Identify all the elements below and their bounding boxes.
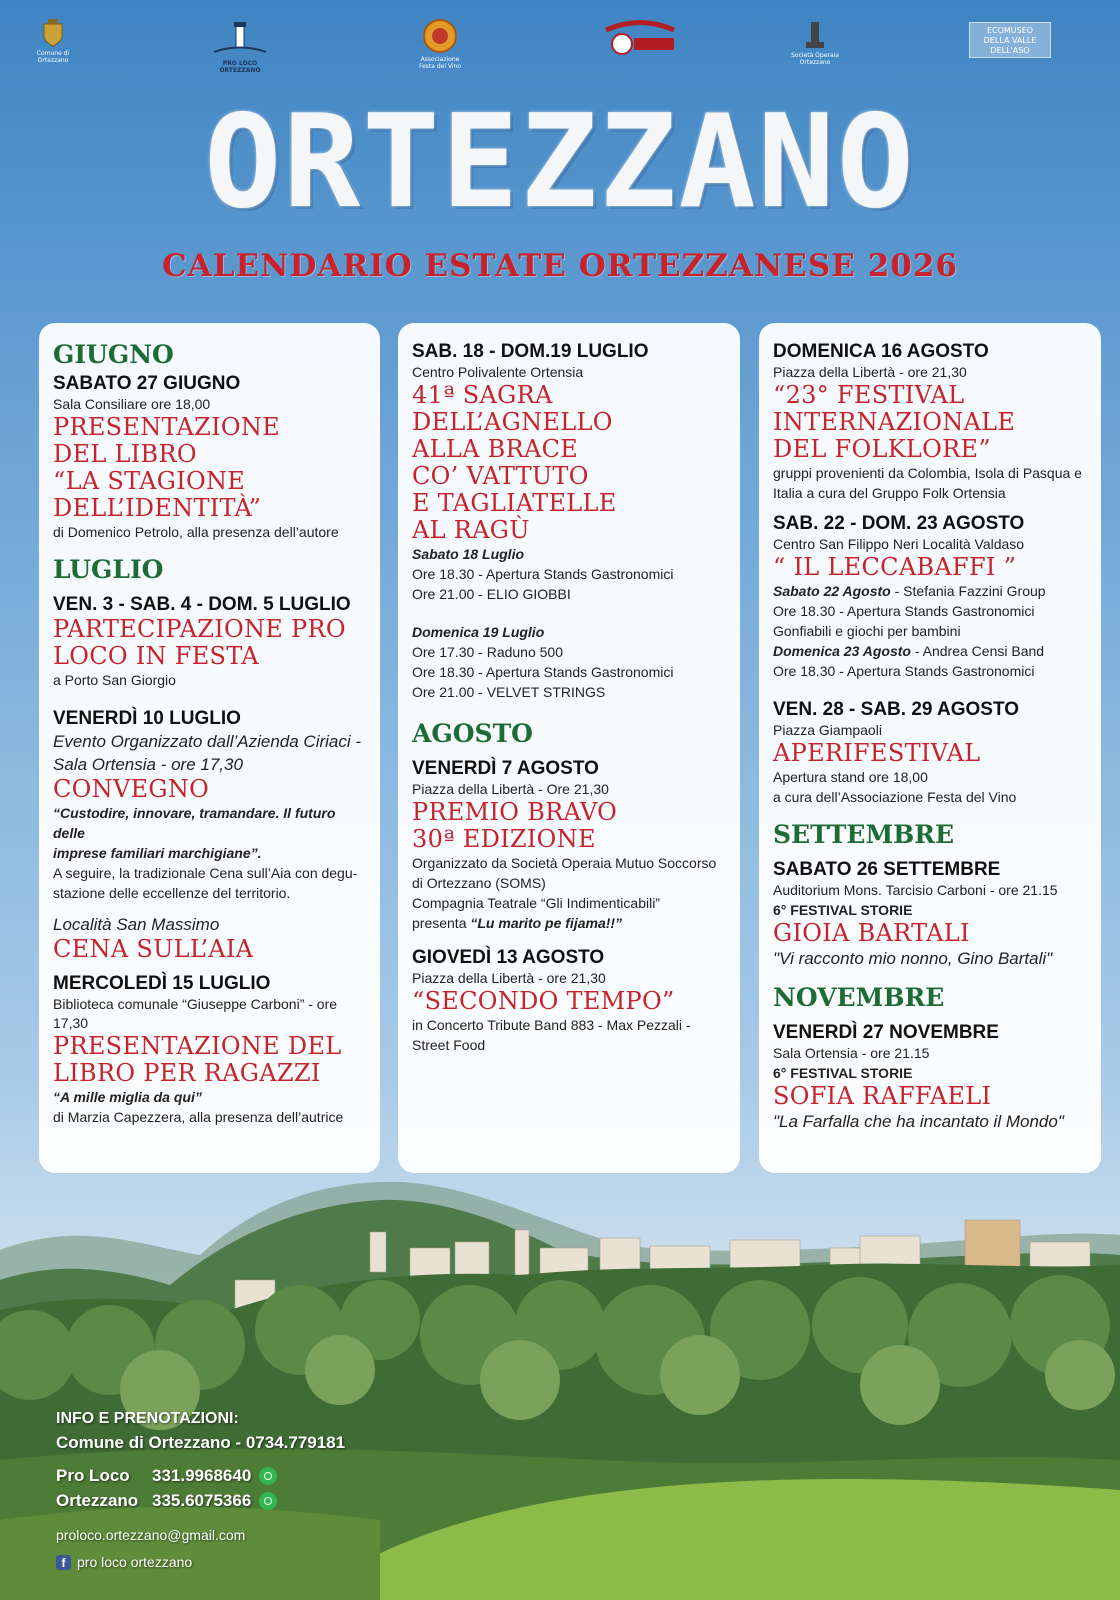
event-day-heading: Domenica 23 Agosto — [773, 643, 911, 659]
event-location: Evento Organizzato dall’Azienda Ciriaci - — [53, 732, 362, 751]
event-note: Street Food — [412, 1037, 486, 1053]
event-place: Località San Massimo — [53, 915, 220, 934]
event-quote: "Vi racconto mio nonno, Gino Bartali" — [773, 949, 1053, 968]
schedule-line: Ore 18.30 - Apertura Stands Gastronomici — [412, 664, 674, 680]
event-note: Compagnia Teatrale “Gli Indimenticabili” — [412, 895, 660, 911]
schedule-line — [773, 641, 1088, 661]
facebook-handle[interactable]: pro loco ortezzano — [77, 1554, 193, 1570]
ortezzano-contact[interactable] — [56, 1488, 345, 1513]
event-location: Piazza della Libertà - ore 21,30 — [412, 970, 606, 986]
month-heading-agosto: AGOSTO — [412, 719, 533, 748]
contact-label: Pro Loco — [56, 1466, 130, 1485]
event-date: VEN. 3 - SAB. 4 - DOM. 5 LUGLIO — [53, 594, 351, 615]
event-note: di Domenico Petrolo, alla presenza dell’autore — [53, 524, 339, 540]
contact-label: Ortezzano — [56, 1491, 139, 1510]
comune-ortezzano-logo — [8, 18, 98, 64]
event-location: Auditorium Mons. Tarcisio Carboni - ore 21.15 — [773, 882, 1058, 898]
event-date: VENERDÌ 10 LUGLIO — [53, 708, 241, 729]
schedule-line: Ore 21.00 - VELVET STRINGS — [412, 684, 606, 700]
event-date: GIOVEDÌ 13 AGOSTO — [412, 947, 605, 968]
event-note: in Concerto Tribute Band 883 - Max Pezzali - — [412, 1017, 691, 1033]
event-location: Centro Polivalente Ortensia — [412, 364, 584, 380]
event-location: Sala Ortensia - ore 21.15 — [773, 1045, 930, 1061]
performer: - Andrea Censi Band — [910, 643, 1045, 659]
event-note: di Ortezzano (SOMS) — [412, 875, 546, 891]
event-note: di Marzia Capezzera, alla presenza dell’autrice — [53, 1109, 344, 1125]
show-title: “Lu marito pe fijama!!” — [470, 915, 623, 931]
event-note: Organizzato da Società Operaia Mutuo Soccorso — [412, 855, 717, 871]
whatsapp-icon[interactable] — [259, 1492, 277, 1510]
event-date: SABATO 26 SETTEMBRE — [773, 859, 1001, 880]
societa-operaia-logo — [770, 18, 860, 66]
event-title-line: LOCO IN FESTA — [53, 642, 259, 670]
sponsor-logos — [0, 18, 1120, 88]
pro-loco-contact[interactable] — [56, 1463, 345, 1488]
event-title-line: E TAGLIATELLE — [412, 489, 617, 517]
event-note: a cura dell’Associazione Festa del Vino — [773, 789, 1017, 805]
event-location: Sala Ortensia - ore 17,30 — [53, 755, 243, 774]
schedule-line — [773, 581, 1088, 601]
email-link[interactable]: proloco.ortezzano@gmail.com — [56, 1527, 246, 1543]
event-day-heading: Domenica 19 Luglio — [412, 624, 545, 640]
event-date: SABATO 27 GIUGNO — [53, 373, 241, 394]
comune-phone[interactable]: Comune di Ortezzano - 0734.779181 — [56, 1433, 346, 1452]
event-title: “SECONDO TEMPO” — [412, 987, 675, 1015]
society-emblem-icon — [802, 18, 828, 50]
month-heading-luglio: LUGLIO — [53, 555, 164, 584]
performer: - Stefania Fazzini Group — [890, 583, 1046, 599]
event-date: VENERDÌ 27 NOVEMBRE — [773, 1022, 999, 1043]
ecomuseo-wordmark: ECOMUSEO DELLA VALLE DELL'ASO — [969, 22, 1051, 58]
event-note — [412, 913, 727, 933]
event-day-heading: Sabato 18 Luglio — [412, 546, 525, 562]
event-title-line: CO’ VATTUTO — [412, 462, 589, 490]
event-date: DOMENICA 16 AGOSTO — [773, 341, 989, 362]
event-title-line: PRESENTAZIONE DEL — [53, 1032, 342, 1060]
event-location: Biblioteca comunale “Giuseppe Carboni” - ore 17,30 — [53, 996, 338, 1031]
logo-caption: PRO LOCO ORTEZZANO — [219, 60, 261, 74]
event-quote: “Custodire, innovare, tramandare. Il futuro delle — [53, 805, 336, 841]
event-date: VEN. 28 - SAB. 29 AGOSTO — [773, 699, 1020, 720]
schedule-line: Ore 18.30 - Apertura Stands Gastronomici — [773, 663, 1035, 679]
event-quote: imprese familiari marchigiane”. — [53, 845, 262, 861]
event-note: A seguire, la tradizionale Cena sull’Aia con degu- — [53, 865, 358, 881]
gruppo-folklorico-logo — [590, 18, 690, 58]
event-title-line: PARTECIPAZIONE PRO — [53, 615, 346, 643]
event-note: gruppi provenienti da Colombia, Isola di Pasqua e — [773, 465, 1082, 481]
lighthouse-icon — [210, 18, 270, 58]
event-note: a Porto San Giorgio — [53, 672, 176, 688]
event-title-line: PREMIO BRAVO — [412, 798, 618, 826]
whatsapp-icon[interactable] — [259, 1467, 277, 1485]
event-title-line: DELL’AGNELLO — [412, 408, 613, 436]
festival-label: 6° FESTIVAL STORIE — [773, 902, 913, 918]
event-date: VENERDÌ 7 AGOSTO — [412, 758, 599, 779]
folk-group-emblem-icon — [600, 18, 680, 58]
event-date: SAB. 22 - DOM. 23 AGOSTO — [773, 513, 1025, 534]
event-day-heading: Sabato 22 Agosto — [773, 583, 891, 599]
event-title-line: LIBRO PER RAGAZZI — [53, 1059, 321, 1087]
event-title-line: INTERNAZIONALE — [773, 408, 1016, 436]
event-title-line: PRESENTAZIONE — [53, 413, 280, 441]
phone-number[interactable]: 335.6075366 — [152, 1491, 252, 1510]
month-heading-novembre: NOVEMBRE — [773, 983, 945, 1012]
event-title: “ IL LECCABAFFI ” — [773, 553, 1017, 581]
poster-subtitle: CALENDARIO ESTATE ORTEZZANESE 2026 — [162, 248, 958, 284]
crest-icon — [42, 18, 64, 48]
schedule-line: Gonfiabili e giochi per bambini — [773, 623, 961, 639]
event-note: Apertura stand ore 18,00 — [773, 769, 928, 785]
event-quote: “A mille miglia da qui” — [53, 1089, 202, 1105]
calendar-column-1 — [39, 323, 380, 1173]
wine-emblem-icon — [420, 18, 460, 54]
event-title-line: 41ª SAGRA — [412, 381, 553, 409]
logo-caption: Comune di Ortezzano — [36, 50, 70, 64]
event-note: Italia a cura del Gruppo Folk Ortensia — [773, 485, 1006, 501]
schedule-line: Ore 18.30 - Apertura Stands Gastronomici — [412, 566, 674, 582]
calendar-column-3 — [759, 323, 1101, 1173]
poster-title: ORTEZZANO — [204, 88, 916, 237]
event-date: MERCOLEDÌ 15 LUGLIO — [53, 973, 271, 994]
event-date: SAB. 18 - DOM.19 LUGLIO — [412, 341, 649, 362]
logo-caption: Associazione Festa del Vino — [418, 56, 462, 70]
presenta-label: presenta — [412, 915, 471, 931]
schedule-line: Ore 17.30 - Raduno 500 — [412, 644, 563, 660]
facebook-link[interactable] — [56, 1551, 345, 1573]
event-location: Piazza Giampaoli — [773, 722, 882, 738]
event-title-line: AL RAGÙ — [412, 516, 530, 544]
phone-number[interactable]: 331.9968640 — [152, 1466, 252, 1485]
month-heading-settembre: SETTEMBRE — [773, 820, 955, 849]
event-title-line: ALLA BRACE — [412, 435, 579, 463]
calendar-column-2 — [398, 323, 740, 1173]
event-title: CENA SULL’AIA — [53, 935, 254, 963]
event-title-line: DEL LIBRO — [53, 440, 197, 468]
event-title-line: “LA STAGIONE — [53, 467, 246, 495]
month-heading-giugno: GIUGNO — [53, 340, 174, 369]
event-location: Piazza della Libertà - Ore 21,30 — [412, 781, 609, 797]
facebook-icon: f — [56, 1555, 71, 1570]
event-quote: "La Farfalla che ha incantato il Mondo" — [773, 1112, 1064, 1131]
festival-label: 6° FESTIVAL STORIE — [773, 1065, 913, 1081]
contact-heading: INFO E PRENOTAZIONI: — [56, 1410, 239, 1427]
event-note: stazione delle eccellenze del territorio. — [53, 885, 291, 901]
event-title-line: DEL FOLKLORE” — [773, 435, 991, 463]
event-title-line: “23° FESTIVAL — [773, 381, 965, 409]
event-title: APERIFESTIVAL — [773, 739, 981, 767]
schedule-line: Ore 18.30 - Apertura Stands Gastronomici — [773, 603, 1035, 619]
logo-caption: Società Operaia Ortezzano — [791, 52, 839, 66]
festa-del-vino-logo — [395, 18, 485, 70]
ecomuseo-logo — [965, 18, 1055, 58]
event-location: Centro San Filippo Neri Località Valdaso — [773, 536, 1025, 552]
schedule-line: Ore 21.00 - ELIO GIOBBI — [412, 586, 571, 602]
event-location: Sala Consiliare ore 18,00 — [53, 396, 211, 412]
event-location: Piazza della Libertà - ore 21,30 — [773, 364, 967, 380]
event-title: CONVEGNO — [53, 775, 210, 803]
pro-loco-logo — [195, 18, 285, 74]
event-title-line: DELL’IDENTITÀ” — [53, 494, 262, 522]
event-title-line: 30ª EDIZIONE — [412, 825, 596, 853]
contact-info — [56, 1408, 345, 1573]
event-title: GIOIA BARTALI — [773, 919, 970, 947]
event-title: SOFIA RAFFAELI — [773, 1082, 992, 1110]
